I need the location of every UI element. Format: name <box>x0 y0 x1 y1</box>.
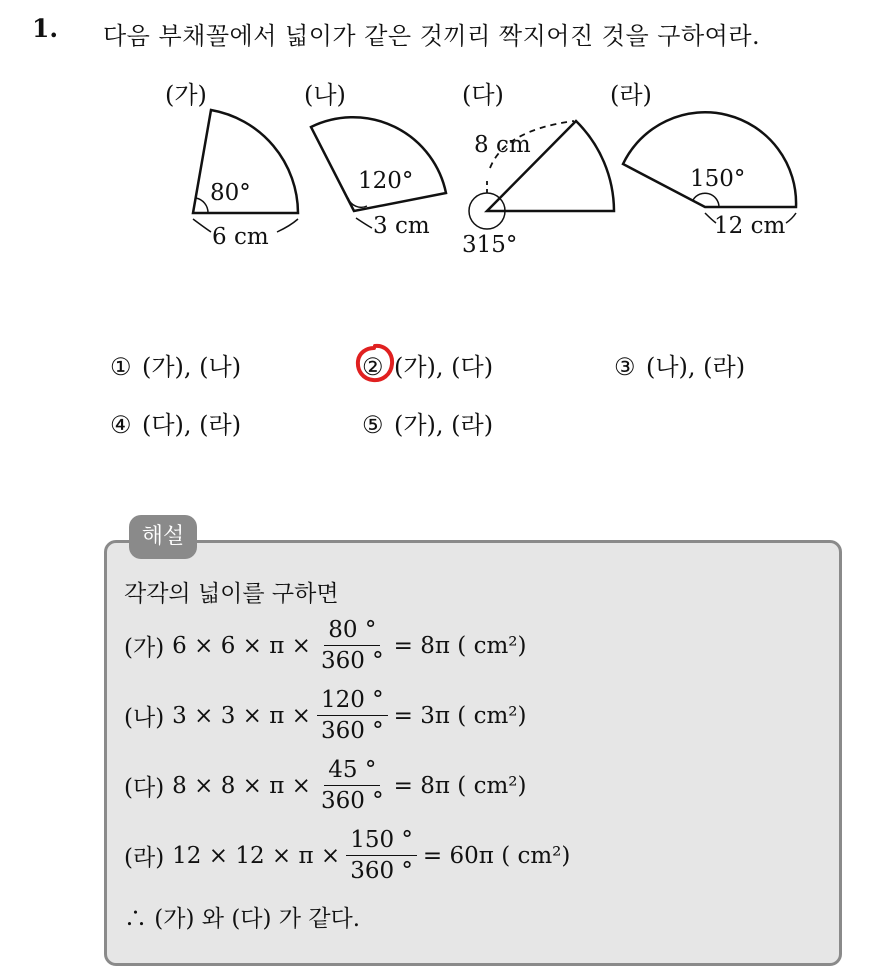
choice-5-text: (가), (라) <box>394 411 494 439</box>
figure-ga-radius: 6 cm <box>212 224 269 250</box>
choice-3-number: ③ <box>614 353 636 381</box>
choice-1[interactable] <box>110 347 241 382</box>
eq-da-numerator: 45 ° <box>324 757 380 786</box>
eq-ra-denominator: 360 ° <box>350 858 413 885</box>
question-text: 다음 부채꼴에서 넓이가 같은 것끼리 짝지어진 것을 구하여라. <box>103 22 761 50</box>
eq-ra-lhs: 12 × 12 × π × <box>172 842 341 869</box>
eq-na-fraction <box>317 687 388 745</box>
figure-ra-radius: 12 cm <box>714 213 786 239</box>
figure-ra-sector <box>623 112 796 207</box>
eq-na-rhs: = 3π ( cm²) <box>393 702 527 729</box>
choice-1-text: (가), (나) <box>142 353 242 381</box>
choice-4-number: ④ <box>110 411 132 439</box>
figure-da-angle: 315° <box>462 232 518 258</box>
eq-na-label: (나) <box>124 705 165 732</box>
eq-ga-denominator: 360 ° <box>320 648 384 675</box>
choice-5[interactable] <box>362 405 493 440</box>
choice-1-number: ① <box>110 353 132 381</box>
eq-ga-label: (가) <box>124 635 165 662</box>
figure-na-radius: 3 cm <box>373 213 430 239</box>
solution-conclusion: ∴ (가) 와 (다) 가 같다. <box>124 906 361 932</box>
eq-da-label: (다) <box>124 775 165 802</box>
figure-ra-label: (라) <box>610 81 652 109</box>
eq-da-lhs: 8 × 8 × π × <box>172 772 311 799</box>
solution-eq-ga <box>124 617 526 675</box>
solution-intro: 각각의 넓이를 구하면 <box>124 581 339 607</box>
sector-figures <box>0 0 884 300</box>
figure-na-brace <box>356 218 372 228</box>
choice-3[interactable] <box>614 347 745 382</box>
figure-na-label: (나) <box>304 81 346 109</box>
eq-ga-fraction <box>317 617 388 675</box>
figure-ga <box>165 81 298 250</box>
choice-2-number: ② <box>362 353 384 381</box>
eq-ra-fraction <box>346 827 417 885</box>
solution-eq-na <box>124 687 526 745</box>
eq-ra-numerator: 150 ° <box>346 827 417 856</box>
figure-na-sector <box>311 117 446 211</box>
solution-eq-ra <box>124 827 570 885</box>
eq-da-fraction <box>317 757 388 815</box>
figure-na <box>304 81 446 239</box>
eq-da-denominator: 360 ° <box>320 788 384 815</box>
choice-2-text: (가), (다) <box>394 353 494 381</box>
eq-ra-label: (라) <box>124 845 165 872</box>
eq-na-denominator: 360 ° <box>320 718 384 745</box>
eq-ga-numerator: 80 ° <box>324 617 380 646</box>
figure-na-angle: 120° <box>358 168 414 194</box>
figure-da-radius: 8 cm <box>474 132 531 158</box>
solution-eq-da <box>124 757 526 815</box>
figure-ra <box>610 81 796 239</box>
solution-tag: 해설 <box>129 515 197 559</box>
eq-na-numerator: 120 ° <box>317 687 388 716</box>
answer-circle-mark <box>352 340 398 386</box>
figure-da-label: (다) <box>462 81 504 109</box>
eq-da-rhs: = 8π ( cm²) <box>393 772 527 799</box>
question-number: 1. <box>32 14 59 43</box>
eq-ga-rhs: = 8π ( cm²) <box>393 632 527 659</box>
choice-3-text: (나), (라) <box>646 353 746 381</box>
figure-ga-angle: 80° <box>210 180 251 206</box>
choice-5-number: ⑤ <box>362 411 384 439</box>
figure-ra-angle-arc <box>693 193 719 207</box>
eq-ga-lhs: 6 × 6 × π × <box>172 632 311 659</box>
eq-na-lhs: 3 × 3 × π × <box>172 702 311 729</box>
figure-ga-label: (가) <box>165 81 207 109</box>
choice-4-text: (다), (라) <box>142 411 242 439</box>
figure-ra-angle: 150° <box>690 166 746 192</box>
eq-ra-rhs: = 60π ( cm²) <box>422 842 571 869</box>
figure-ga-angle-arc <box>196 198 208 213</box>
figure-da <box>462 81 614 258</box>
choice-4[interactable] <box>110 405 241 440</box>
